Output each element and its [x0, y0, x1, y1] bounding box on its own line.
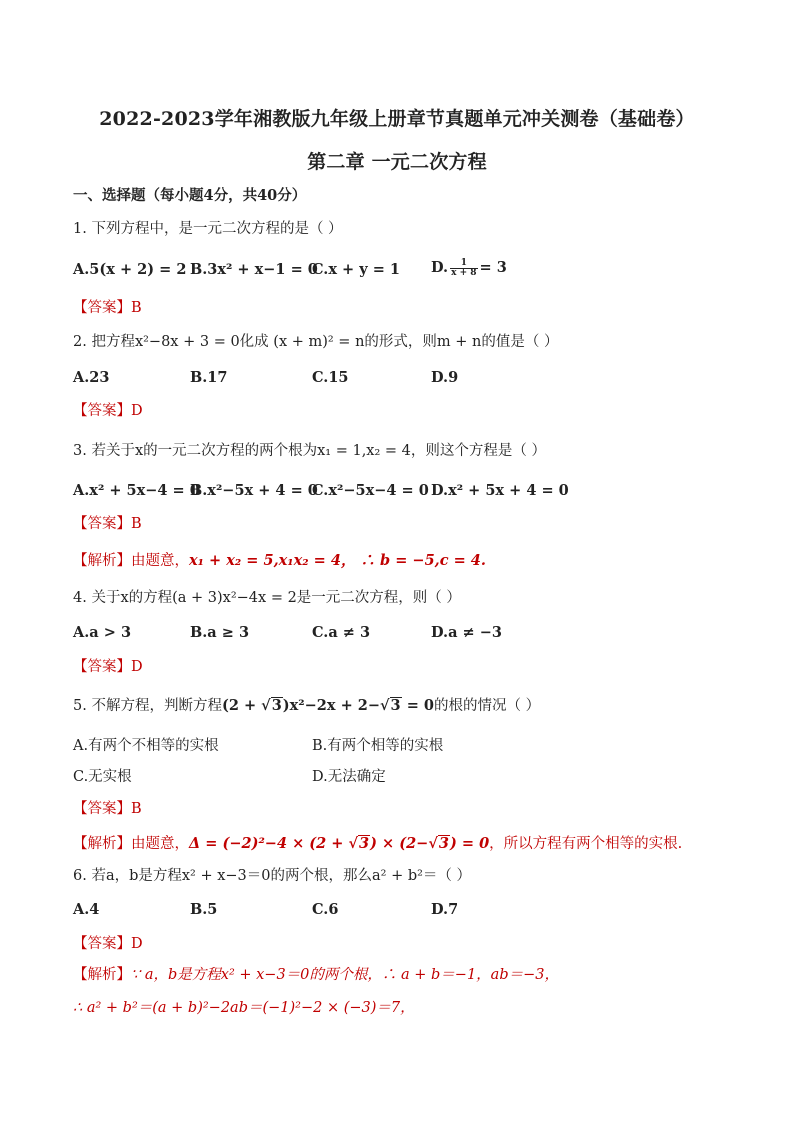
sqrt-radicand: 3 [390, 697, 401, 714]
q2-answer [73, 401, 143, 421]
q2-option-c: C.15 [312, 369, 349, 386]
answer-label: 【答案】 [73, 659, 131, 675]
q2-option-a: A.23 [73, 369, 110, 386]
q6-option-d: D.7 [431, 901, 459, 918]
q5-stem-math: (2 + √3)x²−2x + 2−√3 = 0 [221, 697, 434, 714]
q1-option-d [431, 258, 507, 278]
q4-option-c: C.a ≠ 3 [312, 624, 371, 641]
solution-math: ∵ a，b是方程x² + x−3＝0的两个根，∴ a + b＝−1，ab＝−3， [131, 967, 559, 983]
answer-value: D [131, 659, 143, 675]
q6-option-b: B.5 [190, 901, 218, 918]
q2-option-d: D.9 [431, 369, 459, 386]
q4-option-d: D.a ≠ −3 [431, 624, 502, 641]
q6-option-c: C.6 [312, 901, 339, 918]
q6-answer [73, 934, 143, 954]
solution-text: 由题意， [131, 553, 189, 569]
sqrt-radicand: 3 [359, 835, 370, 852]
q5-solution [73, 834, 682, 854]
q1-option-d-denominator: x + 8 [451, 267, 477, 278]
q3-answer [73, 514, 142, 534]
q1-option-c: C.x + y = 1 [312, 261, 400, 278]
q4-option-a: A.a > 3 [73, 624, 132, 641]
solution-label: 【解析】 [73, 836, 131, 852]
q3-option-d: D.x² + 5x + 4 = 0 [431, 482, 569, 499]
answer-label: 【答案】 [73, 300, 131, 316]
solution-math: x₁ + x₂ = 5,x₁x₂ = 4， ∴ b = −5,c = 4. [189, 552, 486, 569]
solution-math-part: ) × (2− [370, 835, 429, 852]
answer-value: D [131, 936, 143, 952]
q6-solution-line-2 [73, 998, 415, 1018]
chapter-title: 第二章 一元二次方程 [307, 151, 487, 173]
q6-solution-line-1 [73, 965, 559, 985]
q5-option-b: B.有两个相等的实根 [312, 738, 444, 754]
q5-stem-math-part: )x²−2x + 2− [282, 697, 381, 714]
q5-stem [73, 696, 540, 716]
q3-option-c: C.x²−5x−4 = 0 [312, 482, 429, 499]
answer-label: 【答案】 [73, 403, 131, 419]
solution-label: 【解析】 [73, 967, 131, 983]
q2-option-b: B.17 [190, 369, 228, 386]
q4-stem: 4. 关于x的方程(a + 3)x²−4x = 2是一元二次方程，则（ ） [73, 590, 461, 606]
section-heading: 一、选择题（每小题4分，共40分） [73, 187, 307, 204]
answer-label: 【答案】 [73, 516, 131, 532]
q5-answer [73, 799, 142, 819]
q5-stem-suffix: 的根的情况（ ） [433, 698, 541, 714]
answer-value: B [131, 516, 142, 532]
answer-label: 【答案】 [73, 936, 131, 952]
q4-answer [73, 657, 143, 677]
solution-label: 【解析】 [73, 553, 131, 569]
answer-value: B [131, 300, 142, 316]
q5-option-d: D.无法确定 [312, 769, 386, 785]
q5-option-c: C.无实根 [73, 769, 132, 785]
solution-text: 由题意， [131, 836, 189, 852]
q5-stem-math-part: (2 + [221, 697, 262, 714]
q3-solution [73, 551, 486, 571]
q1-option-d-prefix: D. [431, 259, 449, 276]
sqrt-radicand: 3 [438, 835, 449, 852]
solution-math: Δ = (−2)²−4 × (2 + √3) × (2−√3) = 0 [189, 835, 490, 852]
q1-option-b: B.3x² + x−1 = 0 [190, 261, 318, 278]
q3-stem: 3. 若关于x的一元二次方程的两个根为x₁ = 1,x₂ = 4，则这个方程是（ ） [73, 443, 547, 459]
q5-stem-prefix: 5. 不解方程，判断方程 [73, 698, 222, 714]
q5-option-a: A.有两个不相等的实根 [73, 738, 219, 754]
sqrt-radicand: 3 [271, 697, 282, 714]
solution-math-part: Δ = (−2)²−4 × (2 + [189, 835, 349, 852]
q1-option-d-suffix: = 3 [479, 259, 507, 276]
solution-tail: ，所以方程有两个相等的实根. [489, 836, 683, 852]
q6-option-a: A.4 [73, 901, 100, 918]
solution-math: ∴ a² + b²＝(a + b)²−2ab＝(−1)²−2 × (−3)＝7， [73, 1000, 415, 1016]
solution-math-part: ) = 0 [449, 835, 490, 852]
answer-label: 【答案】 [73, 801, 131, 817]
q1-option-d-fraction [450, 259, 477, 278]
q1-answer [73, 298, 142, 318]
q2-stem: 2. 把方程x²−8x + 3 = 0化成 (x + m)² = n的形式，则m + n的值是（ ） [73, 334, 559, 350]
q3-option-b: B.x²−5x + 4 = 0 [190, 482, 318, 499]
q6-stem: 6. 若a，b是方程x² + x−3＝0的两个根，那么a² + b²＝（ ） [73, 868, 472, 884]
q1-stem: 1. 下列方程中，是一元二次方程的是（ ） [73, 221, 343, 237]
answer-value: D [131, 403, 143, 419]
answer-value: B [131, 801, 142, 817]
q4-option-b: B.a ≥ 3 [190, 624, 250, 641]
q1-option-a: A.5(x + 2) = 2 [73, 261, 187, 278]
q3-option-a: A.x² + 5x−4 = 0 [73, 482, 200, 499]
q5-stem-math-part: = 0 [401, 697, 434, 714]
q1-option-d-numerator: 1 [450, 259, 477, 269]
exam-title: 2022-2023学年湘教版九年级上册章节真题单元冲关测卷（基础卷） [99, 108, 695, 130]
